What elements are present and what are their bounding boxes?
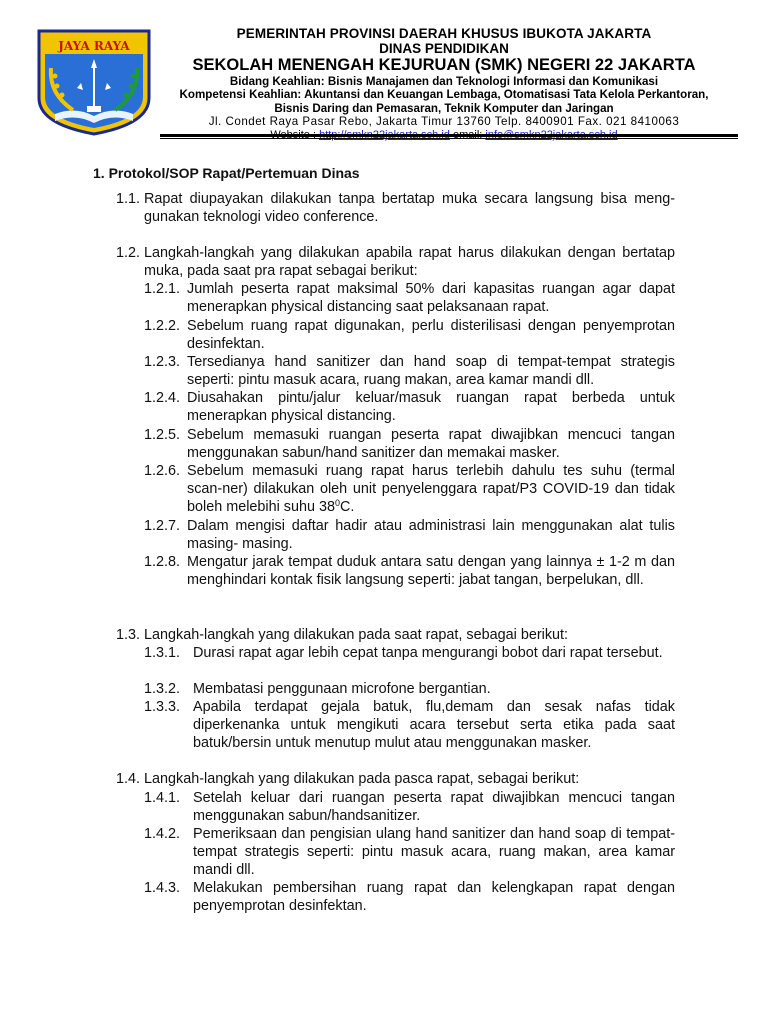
item-number: 1.3.3.: [144, 699, 181, 715]
degree-superscript: 0: [335, 498, 341, 509]
section-title: 1. Protokol/SOP Rapat/Pertemuan Dinas: [93, 165, 360, 181]
item-text: Membatasi penggunaan microfone bergantian.: [193, 681, 491, 697]
item-number: 1.2.3.: [144, 354, 181, 370]
section-number: 1.3.: [116, 627, 141, 643]
item-1-4-1: [144, 789, 675, 825]
header-rule-thin: [160, 138, 738, 139]
department-name: DINAS PENDIDIKAN: [379, 41, 509, 56]
item-text: Pemeriksaan dan pengisian ulang hand sanitizer dan hand soap di tempat-tempat strategis seperti: pintu masuk acara, ruang makan, area kamar mandi dll.: [193, 826, 675, 879]
item-text-main: Sebelum memasuki ruang rapat harus terlebih dahulu tes suhu (termal scan-ner) dilakukan oleh unit penyelenggara rapat/P3 COVID-19 dan tidak boleh melebihi suhu 38: [187, 463, 675, 516]
svg-text:JAYA RAYA: JAYA RAYA: [58, 39, 130, 53]
item-text: Tersedianya hand sanitizer dan hand soap di tempat-tempat strategis seperti: pintu masuk acara, ruang makan, area kamar mandi dll.: [187, 354, 675, 389]
item-text: Jumlah peserta rapat maksimal 50% dari kapasitas ruangan agar dapat menerapkan physical distancing saat pelaksanaan rapat.: [187, 281, 675, 316]
item-number: 1.2.2.: [144, 318, 181, 334]
item-text: Apabila terdapat gejala batuk, flu,demam dan sesak nafas tidak diperkenanka untuk mengikuti acara tersebut serta etika pada saat batuk/bersin untuk menutup mulut atau menggunakan masker.: [193, 699, 675, 752]
section-number: 1.4.: [116, 771, 141, 787]
item-1-4-3: [144, 879, 675, 915]
item-text-tail: C.: [340, 499, 355, 516]
competencies-line-1: Kompetensi Keahlian: Akuntansi dan Keuangan Lembaga, Otomatisasi Tata Kelola Perkantoran,: [179, 88, 709, 102]
competencies-line-2: Bisnis Daring dan Pemasaran, Teknik Komputer dan Jaringan: [274, 101, 614, 115]
item-number: 1.4.1.: [144, 790, 181, 806]
item-number: 1.2.6.: [144, 463, 181, 479]
section-text: Langkah-langkah yang dilakukan apabila rapat harus dilakukan dengan bertatap muka, pada saat pra rapat sebagai berikut:: [144, 245, 675, 280]
item-1-2-1: [144, 280, 675, 316]
address-line: Jl. Condet Raya Pasar Rebo, Jakarta Timur 13760 Telp. 8400901 Fax. 021 8410063: [208, 115, 680, 129]
item-1-4-2: [144, 825, 675, 880]
section-1-1: [116, 190, 675, 226]
item-text: Sebelum ruang rapat digunakan, perlu disterilisasi dengan penyemprotan desinfektan.: [187, 318, 675, 353]
item-1-2-8: [144, 553, 675, 589]
item-number: 1.4.3.: [144, 880, 181, 896]
item-text: Sebelum memasuki ruangan peserta rapat diwajibkan mencuci tangan menggunakan sabun/hand sanitizer dan memakai masker.: [187, 427, 675, 462]
item-number: 1.2.1.: [144, 281, 181, 297]
item-number: 1.2.7.: [144, 518, 181, 534]
item-number: 1.2.5.: [144, 427, 181, 443]
item-number: 1.3.1.: [144, 645, 181, 661]
school-name: SEKOLAH MENENGAH KEJURUAN (SMK) NEGERI 22 JAKARTA: [192, 56, 696, 74]
item-text: Melakukan pembersihan ruang rapat dan kelengkapan rapat dengan penyemprotan desinfektan.: [193, 880, 675, 915]
section-number: 1.2.: [116, 245, 141, 261]
item-1-2-5: [144, 426, 675, 462]
section-text: Langkah-langkah yang dilakukan pada pasca rapat, sebagai berikut:: [144, 771, 580, 787]
item-text: Dalam mengisi daftar hadir atau administrasi lain menggunakan alat tulis masing- masing.: [187, 518, 675, 553]
government-name: PEMERINTAH PROVINSI DAERAH KHUSUS IBUKOTA JAKARTA: [236, 26, 652, 41]
item-1-2-7: [144, 517, 675, 553]
header-rule-thick: [160, 134, 738, 137]
jaya-raya-emblem: [35, 28, 153, 136]
item-1-2-6: [144, 462, 675, 517]
item-text: [187, 462, 675, 517]
section-1-3: [116, 626, 675, 644]
section-number: 1.1.: [116, 191, 141, 207]
item-1-3-1: [144, 644, 675, 662]
item-1-2-4: [144, 389, 675, 425]
section-text: Rapat diupayakan dilakukan tanpa bertatap muka secara langsung bisa meng- gunakan teknologi video conference.: [144, 191, 675, 226]
section-text: Langkah-langkah yang dilakukan pada saat rapat, sebagai berikut:: [144, 627, 569, 643]
expertise-field: Bidang Keahlian: Bisnis Manajamen dan Teknologi Informasi dan Komunikasi: [229, 75, 659, 88]
item-text: Diusahakan pintu/jalur keluar/masuk ruangan rapat berbeda untuk menerapkan physical distancing.: [187, 390, 675, 425]
item-1-3-2: [144, 680, 675, 698]
item-1-2-2: [144, 317, 675, 353]
item-text: Setelah keluar dari ruangan peserta rapat diwajibkan mencuci tangan menggunakan sabun/handsanitizer.: [193, 790, 675, 825]
item-1-2-3: [144, 353, 675, 389]
item-number: 1.2.4.: [144, 390, 181, 406]
section-1-2: [116, 244, 675, 280]
item-text: Mengatur jarak tempat duduk antara satu dengan yang lainnya ± 1-2 m dan menghindari kontak fisik langsung seperti: jabat tangan, berpelukan, dll.: [187, 554, 675, 589]
item-1-3-3: [144, 698, 675, 753]
item-number: 1.3.2.: [144, 681, 181, 697]
item-number: 1.4.2.: [144, 826, 181, 842]
item-number: 1.2.8.: [144, 554, 181, 570]
letterhead-text: [160, 26, 728, 142]
section-1-4: [116, 770, 675, 788]
item-text: Durasi rapat agar lebih cepat tanpa mengurangi bobot dari rapat tersebut.: [193, 645, 663, 661]
letterhead: [0, 0, 768, 150]
